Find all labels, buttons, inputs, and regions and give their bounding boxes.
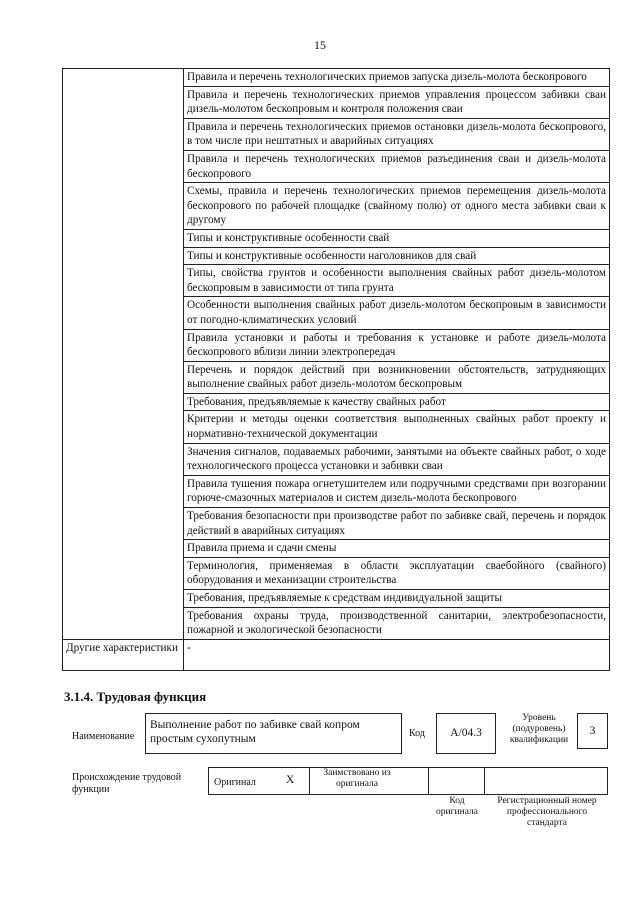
requirement-item: Перечень и порядок действий при возникновении обстоятельств, затрудняющих выполнение свайных работ дизель-молотом бескопровым xyxy=(184,361,610,393)
requirement-item: Типы, свойства грунтов и особенности выполнения свайных работ дизель-молотом бескопровым в зависимости от типа грунта xyxy=(184,265,610,297)
origin-table xyxy=(208,767,608,795)
code-box xyxy=(436,713,496,754)
requirement-item: Правила и перечень технологических приемов разъединения сваи и дизель-молота бескопрового xyxy=(184,150,610,182)
requirement-item: Правила и перечень технологических приемов управления процессом забивки сваи дизель-молотом бескопровым и контроля положения сваи xyxy=(184,86,610,118)
requirement-item: Терминология, применяемая в области эксплуатации сваебойного (свайного) оборудования и механизации строительства xyxy=(184,557,610,589)
table-row xyxy=(63,69,610,87)
other-characteristics-label: Другие характеристики xyxy=(63,639,184,670)
requirement-item: Схемы, правила и перечень технологических приемов перемещения дизель-молота бескопрового по рабочей площадке (свайному полю) от одного места забивки сваи к другому xyxy=(184,183,610,230)
requirement-item: Особенности выполнения свайных работ дизель-молотом бескопровым в зависимости от погодно-климатических условий xyxy=(184,297,610,329)
requirement-item: Значения сигналов, подаваемых рабочими, занятыми на объекте свайных работ, о ходе технологического процесса установки и забивки сваи xyxy=(184,443,610,475)
origin-divider-3 xyxy=(484,767,485,794)
requirement-item: Типы и конструктивные особенности свай xyxy=(184,229,610,247)
requirement-item: Правила приема и сдачи смены xyxy=(184,540,610,558)
requirement-item: Правила и перечень технологических приемов остановки дизель-молота бескопрового, в том числе при нештатных и аварийных ситуациях xyxy=(184,118,610,150)
original-mark: X xyxy=(286,774,295,786)
name-label: Наименование xyxy=(72,731,135,742)
origin-divider-2 xyxy=(428,767,429,794)
other-characteristics-value: - xyxy=(184,639,610,670)
borrowed-label: Заимствовано из оригинала xyxy=(323,768,391,789)
requirement-item: Требования, предъявляемые к качеству свайных работ xyxy=(184,393,610,411)
requirement-item: Требования безопасности при производстве работ по забивке свай, перечень и порядок действий в аварийных ситуациях xyxy=(184,508,610,540)
requirement-item: Правила установки и работы и требования к установке и работе дизель-молота бескопрового вблизи линии электропередач xyxy=(184,329,610,361)
code-original-label: Код оригинала xyxy=(436,796,478,817)
code-label: Код xyxy=(409,728,425,739)
requirement-item: Правила и перечень технологических приемов запуска дизель-молота бескопрового xyxy=(184,69,610,87)
function-name-value: Выполнение работ по забивке свай копром простым сухопутным xyxy=(150,719,360,745)
level-box xyxy=(577,713,608,749)
level-value: 3 xyxy=(589,725,596,737)
original-label: Оригинал xyxy=(214,777,256,788)
requirements-table xyxy=(62,68,610,671)
code-value: A/04.3 xyxy=(450,727,482,739)
reg-number-label: Регистрационный номер профессионального стандарта xyxy=(497,796,597,828)
origin-label: Происхождение трудовой функции xyxy=(72,772,182,795)
requirement-item: Требования охраны труда, производственной санитарии, электробезопасности, пожарной и экологической безопасности xyxy=(184,607,610,639)
left-empty-cell xyxy=(63,69,184,640)
table-row xyxy=(63,639,610,670)
requirement-item: Требования, предъявляемые к средствам индивидуальной защиты xyxy=(184,590,610,608)
function-name-box xyxy=(145,713,402,754)
requirement-item: Типы и конструктивные особенности наголовников для свай xyxy=(184,247,610,265)
level-label: Уровень (подуровень) квалификации xyxy=(509,713,569,745)
requirement-item: Критерии и методы оценки соответствия выполненных свайных работ проекту и нормативно-технической документации xyxy=(184,411,610,443)
section-title: 3.1.4. Трудовая функция xyxy=(64,689,207,704)
page-number: 15 xyxy=(314,38,326,52)
requirement-item: Правила тушения пожара огнетушителем или подручными средствами при возгорании горюче-смазочных материалов и систем дизель-молота бескопрового xyxy=(184,475,610,507)
origin-divider-1 xyxy=(309,767,310,794)
